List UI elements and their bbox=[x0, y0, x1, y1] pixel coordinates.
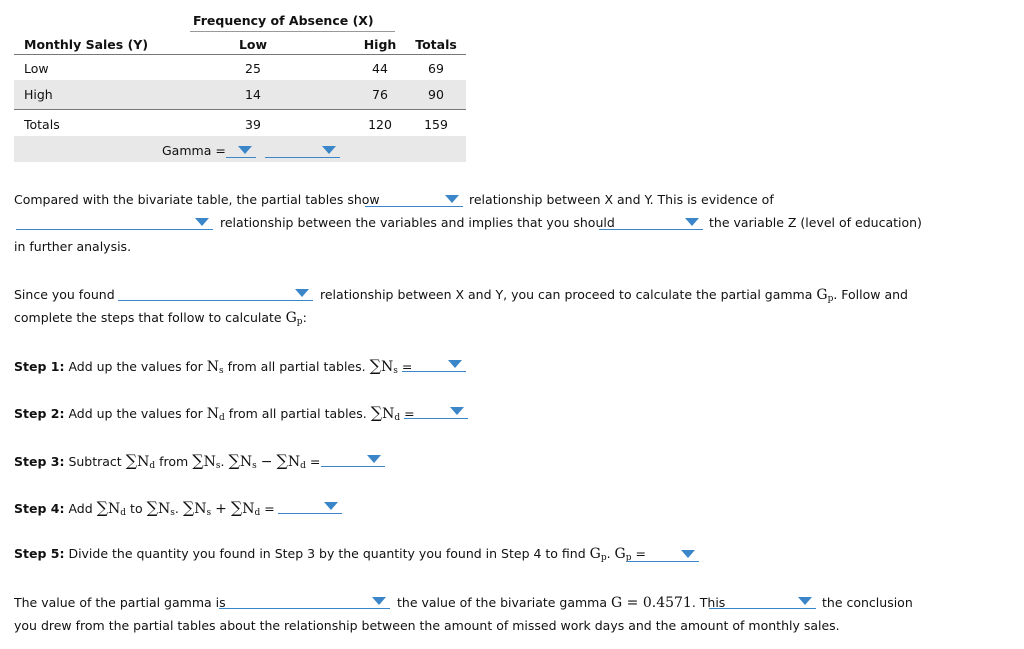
cell-value: 76 bbox=[372, 87, 388, 102]
cell-value: 69 bbox=[428, 61, 444, 76]
row-label: Low bbox=[24, 61, 49, 76]
chevron-down-icon bbox=[450, 407, 464, 415]
cell-value: 44 bbox=[372, 61, 388, 76]
para1-line1b: relationship between X and Y. This is evidence of bbox=[469, 192, 774, 207]
cell-value: 14 bbox=[245, 87, 261, 102]
col-header-totals: Totals bbox=[415, 37, 457, 52]
para2-line2: complete the steps that follow to calculate $G_p$: bbox=[14, 310, 307, 327]
step2: Step 2: Add up the values for $N_d$ from all partial tables. $\sum N_d$ = bbox=[14, 403, 415, 423]
chevron-down-icon bbox=[324, 502, 338, 510]
gamma-sign-dropdown[interactable] bbox=[226, 142, 256, 158]
table-super-header: Frequency of Absence (X) bbox=[193, 13, 374, 28]
col-header-low: Low bbox=[238, 37, 268, 52]
para3-line1a: The value of the partial gamma is bbox=[14, 595, 226, 610]
partial-gamma-symbol: $G_p$ bbox=[816, 287, 834, 304]
para1-line2b: the variable Z (level of education) bbox=[709, 215, 922, 230]
row-label: High bbox=[24, 87, 53, 102]
chevron-down-icon bbox=[322, 146, 336, 154]
relationship-strength-dropdown[interactable] bbox=[365, 191, 463, 207]
control-action-dropdown[interactable] bbox=[599, 214, 703, 230]
relationship-type-dropdown[interactable] bbox=[16, 214, 213, 230]
cell-value: 39 bbox=[245, 117, 261, 132]
step1: Step 1: Add up the values for $N_s$ from all partial tables. $\sum N_s$ = bbox=[14, 356, 413, 376]
step4: Step 4: Add $\sum N_d$ to $\sum N_s$. $\sum N_s + \sum N_d$ = bbox=[14, 498, 275, 518]
chevron-down-icon bbox=[367, 455, 381, 463]
para1-line3: in further analysis. bbox=[14, 239, 132, 254]
para2-line1b: relationship between X and Y, you can proceed to calculate the partial gamma $G_p$. Follow and bbox=[320, 287, 908, 304]
totals-rule bbox=[14, 109, 466, 110]
para3-line2: you drew from the partial tables about the relationship between the amount of missed work days and the amount of monthly sales. bbox=[14, 618, 840, 633]
cell-value: 25 bbox=[245, 61, 261, 76]
found-relationship-dropdown[interactable] bbox=[118, 285, 313, 301]
step5-partial-gamma-dropdown[interactable] bbox=[627, 546, 699, 562]
step3-difference-dropdown[interactable] bbox=[321, 451, 385, 467]
chevron-down-icon bbox=[448, 360, 462, 368]
para2-line1a: Since you found bbox=[14, 287, 115, 302]
gamma-value-dropdown[interactable] bbox=[265, 142, 340, 158]
chevron-down-icon bbox=[681, 550, 695, 558]
super-header-rule bbox=[190, 31, 395, 32]
chevron-down-icon bbox=[295, 289, 309, 297]
table-row-header: Monthly Sales (Y) bbox=[24, 37, 149, 52]
comparison-dropdown[interactable] bbox=[219, 593, 390, 609]
cell-value: 90 bbox=[428, 87, 444, 102]
cell-value: 159 bbox=[424, 117, 448, 132]
para1-line2a: relationship between the variables and implies that you should bbox=[220, 215, 615, 230]
para3-line1b: the value of the bivariate gamma G = 0.4571. This bbox=[397, 595, 726, 611]
chevron-down-icon bbox=[372, 597, 386, 605]
step2-sum-nd-dropdown[interactable] bbox=[404, 403, 468, 419]
gamma-label: Gamma = bbox=[162, 143, 226, 158]
chevron-down-icon bbox=[195, 218, 209, 226]
step4-sum-dropdown[interactable] bbox=[278, 498, 342, 514]
col-header-high: High bbox=[363, 37, 397, 52]
row-label: Totals bbox=[24, 117, 60, 132]
step5: Step 5: Divide the quantity you found in Step 3 by the quantity you found in Step 4 to find $G_p$. $G_p$ = bbox=[14, 546, 646, 563]
header-rule bbox=[14, 54, 466, 55]
cell-value: 120 bbox=[368, 117, 392, 132]
para3-line1d: the conclusion bbox=[822, 595, 913, 610]
chevron-down-icon bbox=[445, 195, 459, 203]
conclusion-effect-dropdown[interactable] bbox=[709, 593, 816, 609]
chevron-down-icon bbox=[685, 218, 699, 226]
chevron-down-icon bbox=[798, 597, 812, 605]
para1-line1a: Compared with the bivariate table, the partial tables show bbox=[14, 192, 380, 207]
chevron-down-icon bbox=[238, 146, 252, 154]
step1-sum-ns-dropdown[interactable] bbox=[402, 356, 466, 372]
step3: Step 3: Subtract $\sum N_d$ from $\sum N_s$. $\sum N_s - \sum N_d$ = bbox=[14, 451, 321, 471]
